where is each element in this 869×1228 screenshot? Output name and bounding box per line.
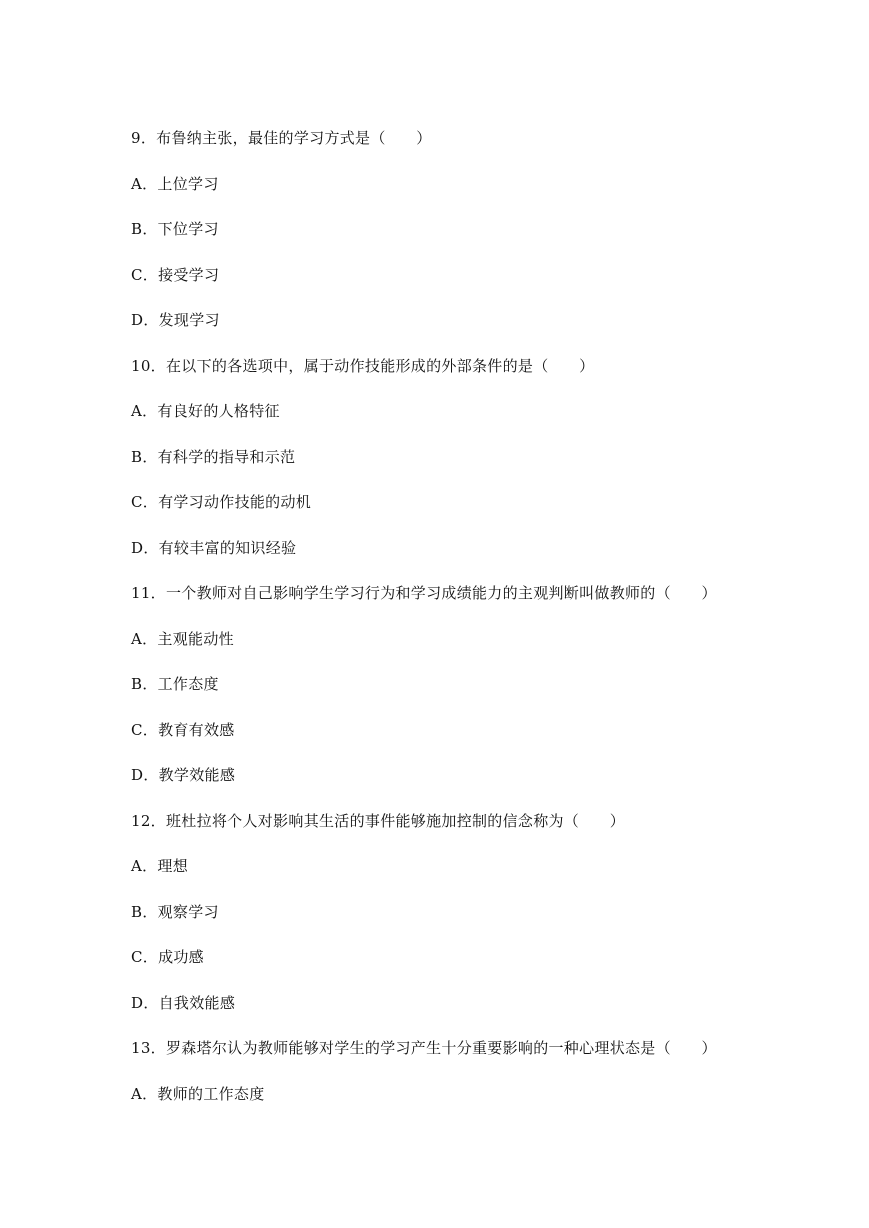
- question-10-option-b: B．有科学的指导和示范: [131, 448, 296, 466]
- question-9-option-b: B．下位学习: [131, 220, 219, 238]
- question-11-option-c: C．教育有效感: [131, 721, 235, 739]
- question-13-option-a: A．教师的工作态度: [131, 1085, 265, 1103]
- question-12-option-a: A．理想: [131, 857, 189, 875]
- question-9-stem: 9．布鲁纳主张，最佳的学习方式是（ ）: [131, 129, 432, 147]
- question-9-option-c: C．接受学习: [131, 266, 220, 284]
- question-11-option-d: D．教学效能感: [131, 766, 236, 784]
- question-12-option-c: C．成功感: [131, 948, 204, 966]
- question-11-stem: 11．一个教师对自己影响学生学习行为和学习成绩能力的主观判断叫做教师的（ ）: [131, 584, 717, 602]
- question-11-option-a: A．主观能动性: [131, 630, 234, 648]
- question-11-option-b: B．工作态度: [131, 675, 219, 693]
- question-10-stem: 10．在以下的各选项中，属于动作技能形成的外部条件的是（ ）: [131, 357, 595, 375]
- question-10-option-a: A．有良好的人格特征: [131, 402, 280, 420]
- question-10-option-c: C．有学习动作技能的动机: [131, 493, 312, 511]
- question-10-option-d: D．有较丰富的知识经验: [131, 539, 297, 557]
- question-9-option-a: A．上位学习: [131, 175, 219, 193]
- question-12-stem: 12．班杜拉将个人对影响其生活的事件能够施加控制的信念称为（ ）: [131, 812, 625, 830]
- question-9-option-d: D．发现学习: [131, 311, 220, 329]
- question-13-stem: 13．罗森塔尔认为教师能够对学生的学习产生十分重要影响的一种心理状态是（ ）: [131, 1039, 717, 1057]
- question-12-option-d: D．自我效能感: [131, 994, 236, 1012]
- question-12-option-b: B．观察学习: [131, 903, 219, 921]
